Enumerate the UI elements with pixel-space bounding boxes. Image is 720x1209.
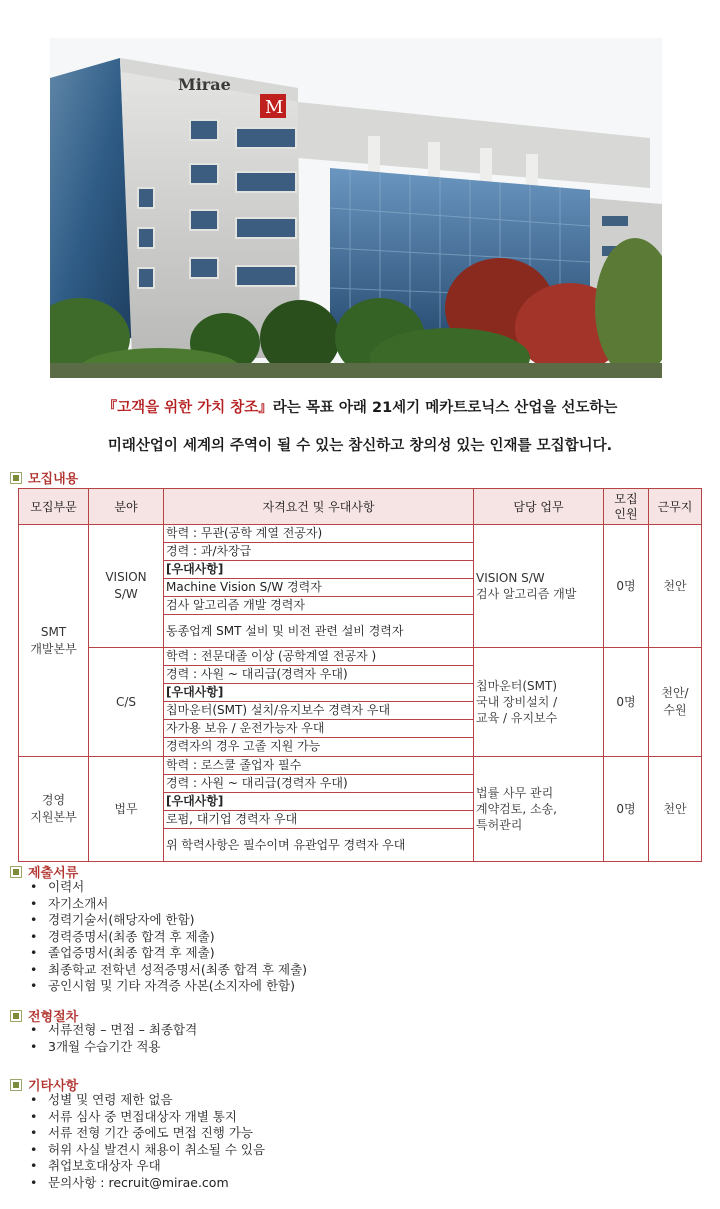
location-cell: 천안/ 수원 — [649, 648, 702, 757]
division-cell: 경영 지원본부 — [19, 757, 89, 862]
location-cell: 천안 — [649, 525, 702, 648]
requirement-line: 검사 알고리즘 개발 경력자 — [164, 597, 473, 615]
list-item: • 성별 및 연령 제한 없음 — [30, 1092, 265, 1109]
header-requirements: 자격요건 및 우대사항 — [164, 489, 474, 525]
requirement-line: 경력 : 과/차장급 — [164, 543, 473, 561]
section-square-icon — [10, 1079, 22, 1091]
list-item: • 공인시험 및 기타 자격증 사본(소지자에 한함) — [30, 978, 307, 995]
header-division: 모집부문 — [19, 489, 89, 525]
count-cell: 0명 — [604, 648, 649, 757]
requirement-line: 칩마운터(SMT) 설치/유지보수 경력자 우대 — [164, 702, 473, 720]
list-item: • 문의사항 : recruit@mirae.com — [30, 1175, 265, 1192]
requirements-cell — [164, 648, 474, 757]
documents-list — [30, 879, 307, 995]
requirement-line: 로펌, 대기업 경력자 우대 — [164, 811, 473, 829]
section-recruit-heading — [10, 468, 78, 487]
field-cell: C/S — [89, 648, 164, 757]
list-item: • 취업보호대상자 우대 — [30, 1158, 265, 1175]
division-cell: SMT 개발본부 — [19, 525, 89, 757]
table-row — [19, 757, 702, 862]
field-cell: VISION S/W — [89, 525, 164, 648]
building-sign: Mirae — [178, 75, 231, 94]
list-item: • 졸업증명서(최종 합격 후 제출) — [30, 945, 307, 962]
list-item: • 서류 전형 기간 중에도 면접 진행 가능 — [30, 1125, 265, 1142]
list-item: • 경력기술서(해당자에 한함) — [30, 912, 307, 929]
requirement-line: 경력 : 사원 ~ 대리급(경력자 우대) — [164, 775, 473, 793]
list-item: • 서류전형 – 면접 – 최종합격 — [30, 1022, 197, 1039]
duty-cell: VISION S/W 검사 알고리즘 개발 — [474, 525, 604, 648]
header-count: 모집 인원 — [604, 489, 649, 525]
section-square-icon — [10, 472, 22, 484]
list-item: • 이력서 — [30, 879, 307, 896]
count-cell: 0명 — [604, 525, 649, 648]
requirement-line: Machine Vision S/W 경력자 — [164, 579, 473, 597]
section-recruit-title: 모집내용 — [28, 472, 79, 487]
list-item: • 3개월 수습기간 적용 — [30, 1039, 197, 1056]
requirement-line: 학력 : 무관(공학 계열 전공자) — [164, 525, 473, 543]
list-item: • 자기소개서 — [30, 896, 307, 913]
requirement-line: 동종업계 SMT 설비 및 비전 관련 설비 경력자 — [166, 624, 404, 638]
intro-quote: 『고객을 위한 가치 창조』 — [102, 400, 273, 416]
table-header-row — [19, 489, 702, 525]
intro-line-1 — [0, 396, 720, 417]
count-cell: 0명 — [604, 757, 649, 862]
field-cell: 법무 — [89, 757, 164, 862]
requirement-line: 경력 : 사원 ~ 대리급(경력자 우대) — [164, 666, 473, 684]
requirement-line: 자가용 보유 / 운전가능자 우대 — [164, 720, 473, 738]
requirement-line: 위 학력사항은 필수이며 유관업무 경력자 우대 — [166, 838, 406, 852]
building-photo — [50, 38, 662, 378]
list-item: • 서류 심사 중 면접대상자 개별 통지 — [30, 1109, 265, 1126]
list-item: • 최종학교 전학년 성적증명서(최종 합격 후 제출) — [30, 962, 307, 979]
process-list — [30, 1022, 197, 1055]
requirement-line: [우대사항] — [164, 561, 473, 579]
section-square-icon — [10, 866, 22, 878]
requirement-line: 학력 : 로스쿨 졸업자 필수 — [164, 757, 473, 775]
section-process-title: 전형절차 — [28, 1010, 79, 1025]
intro-line-1-rest: 라는 목표 아래 21세기 메카트로닉스 산업을 선도하는 — [272, 400, 618, 416]
recruit-table — [18, 488, 702, 862]
list-item: • 경력증명서(최종 합격 후 제출) — [30, 929, 307, 946]
section-square-icon — [10, 1010, 22, 1022]
requirements-cell — [164, 757, 474, 862]
requirement-line: [우대사항] — [164, 793, 473, 811]
etc-list — [30, 1092, 265, 1191]
requirements-cell — [164, 525, 474, 648]
table-row — [19, 525, 702, 648]
duty-cell: 칩마운터(SMT) 국내 장비설치 / 교육 / 유지보수 — [474, 648, 604, 757]
location-cell: 천안 — [649, 757, 702, 862]
header-location: 근무지 — [649, 489, 702, 525]
header-duty: 담당 업무 — [474, 489, 604, 525]
section-documents-title: 제출서류 — [28, 866, 79, 881]
requirement-line: 경력자의 경우 고졸 지원 가능 — [166, 739, 321, 753]
duty-cell: 법률 사무 관리 계약검토, 소송, 특허관리 — [474, 757, 604, 862]
table-row — [19, 648, 702, 757]
requirement-line: 학력 : 전문대졸 이상 (공학계열 전공자 ) — [164, 648, 473, 666]
svg-text:M: M — [265, 97, 284, 118]
intro-line-2: 미래산업이 세계의 주역이 될 수 있는 참신하고 창의성 있는 인재를 모집합니다. — [107, 438, 613, 454]
requirement-line: [우대사항] — [164, 684, 473, 702]
header-field: 분야 — [89, 489, 164, 525]
list-item: • 허위 사실 발견시 채용이 취소될 수 있음 — [30, 1142, 265, 1159]
section-etc-title: 기타사항 — [28, 1079, 79, 1094]
